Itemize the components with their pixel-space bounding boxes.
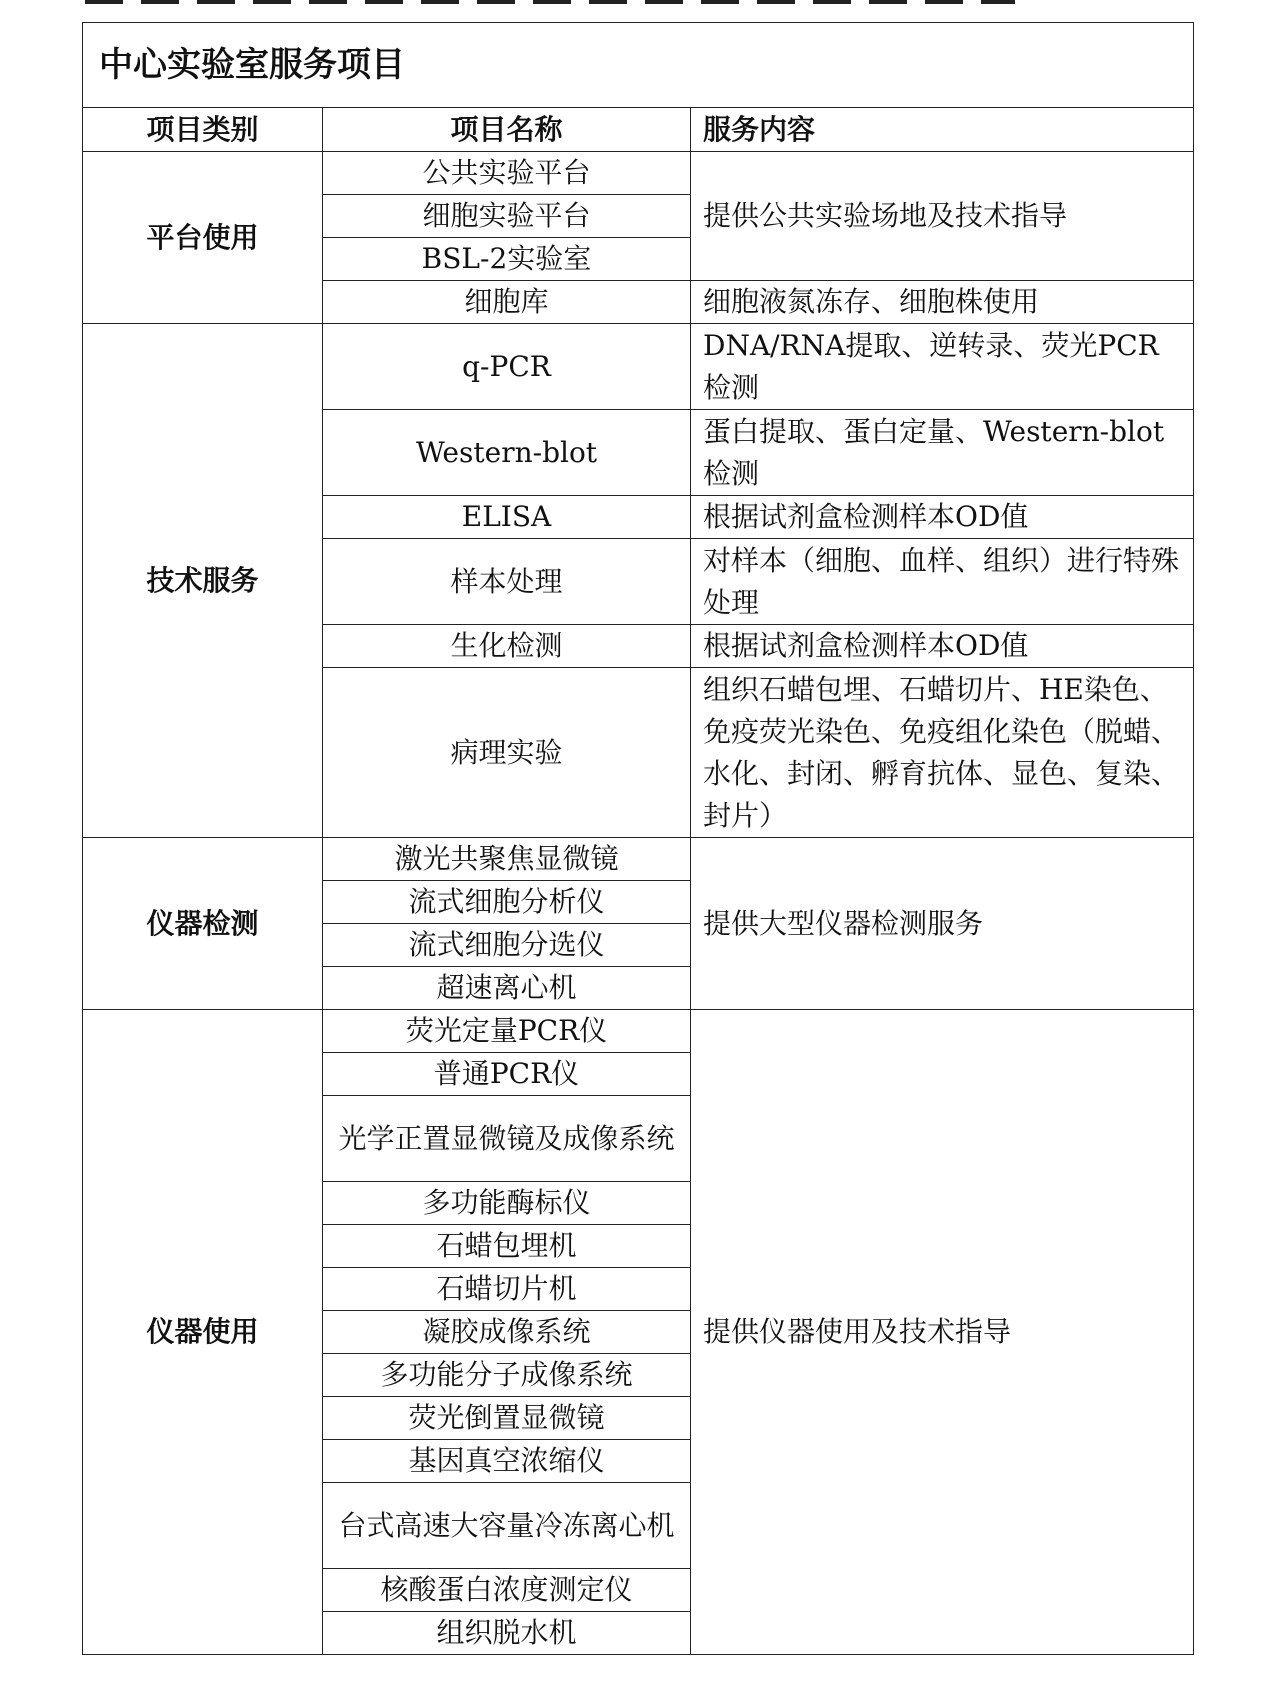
item-name: 组织脱水机 [323, 1612, 691, 1655]
item-name: 公共实验平台 [323, 152, 691, 195]
header-name: 项目名称 [323, 108, 691, 152]
service-content: 对样本（细胞、血样、组织）进行特殊处理 [691, 539, 1194, 625]
item-name: 凝胶成像系统 [323, 1311, 691, 1354]
item-name: 核酸蛋白浓度测定仪 [323, 1569, 691, 1612]
item-name: 基因真空浓缩仪 [323, 1440, 691, 1483]
item-name: 流式细胞分选仪 [323, 924, 691, 967]
services-table [82, 22, 1194, 1655]
item-name: 细胞库 [323, 281, 691, 324]
item-name: 细胞实验平台 [323, 195, 691, 238]
service-content: 根据试剂盒检测样本OD值 [691, 625, 1194, 668]
service-content: 细胞液氮冻存、细胞株使用 [691, 281, 1194, 324]
item-name: 激光共聚焦显微镜 [323, 838, 691, 881]
category-platform: 平台使用 [83, 152, 323, 324]
cropped-text-line [85, 0, 1015, 4]
service-content: 根据试剂盒检测样本OD值 [691, 496, 1194, 539]
service-content: 蛋白提取、蛋白定量、Western-blot检测 [691, 410, 1194, 496]
item-name: 石蜡切片机 [323, 1268, 691, 1311]
item-name: Western-blot [323, 410, 691, 496]
item-name: 光学正置显微镜及成像系统 [323, 1096, 691, 1182]
item-name: 台式高速大容量冷冻离心机 [323, 1483, 691, 1569]
item-name: 石蜡包埋机 [323, 1225, 691, 1268]
item-name: BSL-2实验室 [323, 238, 691, 281]
item-name: 生化检测 [323, 625, 691, 668]
service-content: DNA/RNA提取、逆转录、荧光PCR检测 [691, 324, 1194, 410]
category-use: 仪器使用 [83, 1010, 323, 1655]
service-content: 提供大型仪器检测服务 [691, 838, 1194, 1010]
item-name: 超速离心机 [323, 967, 691, 1010]
item-name: 荧光倒置显微镜 [323, 1397, 691, 1440]
category-tech: 技术服务 [83, 324, 323, 838]
item-name: 流式细胞分析仪 [323, 881, 691, 924]
header-content: 服务内容 [691, 108, 1194, 152]
table-title: 中心实验室服务项目 [83, 23, 1194, 108]
header-category: 项目类别 [83, 108, 323, 152]
item-name: 荧光定量PCR仪 [323, 1010, 691, 1053]
category-detect: 仪器检测 [83, 838, 323, 1010]
item-name: 样本处理 [323, 539, 691, 625]
item-name: q-PCR [323, 324, 691, 410]
service-content: 组织石蜡包埋、石蜡切片、HE染色、免疫荧光染色、免疫组化染色（脱蜡、水化、封闭、孵育抗体、显色、复染、封片） [691, 668, 1194, 838]
item-name: 多功能酶标仪 [323, 1182, 691, 1225]
item-name: 多功能分子成像系统 [323, 1354, 691, 1397]
service-content: 提供仪器使用及技术指导 [691, 1010, 1194, 1655]
item-name: 普通PCR仪 [323, 1053, 691, 1096]
service-content: 提供公共实验场地及技术指导 [691, 152, 1194, 281]
item-name: ELISA [323, 496, 691, 539]
item-name: 病理实验 [323, 668, 691, 838]
